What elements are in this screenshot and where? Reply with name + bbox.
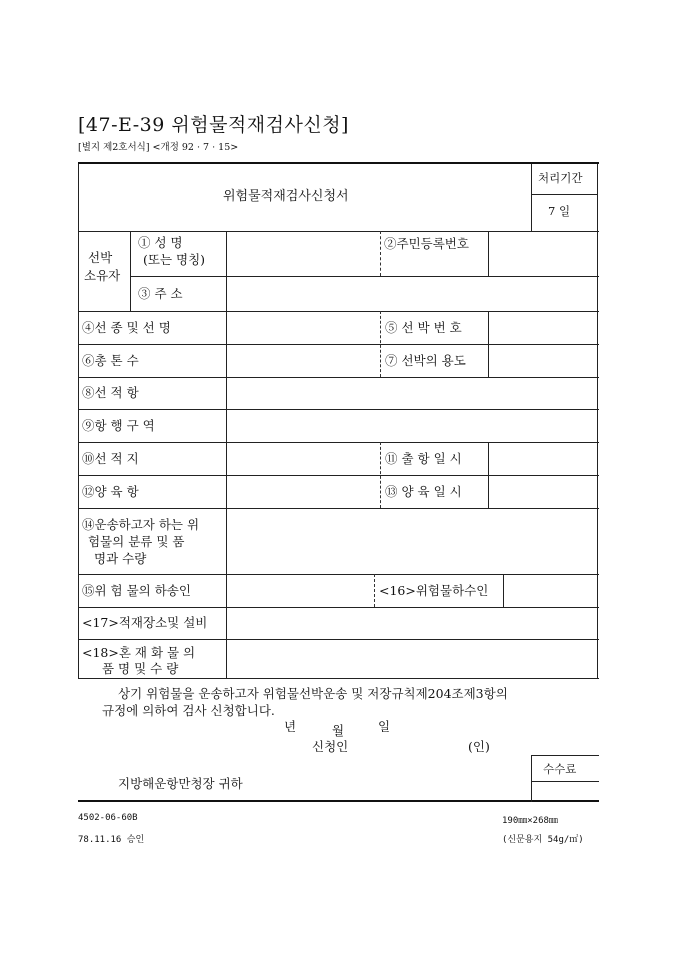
applicant-label: 신청인 (312, 739, 349, 754)
dash-1 (380, 231, 381, 276)
address-label: ③ 주 소 (138, 286, 183, 301)
application-form (78, 162, 599, 802)
rrn-label: ②주민등록번호 (384, 236, 469, 251)
right-divider-b (488, 442, 489, 508)
processing-period-label: 처리기간 (538, 171, 583, 185)
name-label: ① 성 명 (138, 235, 183, 250)
statement-line-1: 상기 위험물을 운송하고자 위험물선박운송 및 저장규칙제204조제3항의 (118, 686, 508, 701)
owner-divider (130, 231, 131, 311)
dash-3 (380, 442, 381, 508)
footer-paper-size: 190㎜×268㎜ (502, 816, 558, 826)
right-divider-a (488, 311, 489, 377)
tonnage-label: ⑥총 톤 수 (82, 353, 139, 368)
row-line-5 (78, 377, 599, 378)
unloading-port-label: ⑫양 육 항 (82, 484, 139, 499)
seal-label: (인) (468, 739, 490, 754)
footer-approval: 78.11.16 승인 (78, 835, 145, 845)
row-line-8 (78, 475, 599, 476)
row-line-2 (130, 276, 599, 277)
footer-paper-type: (신문용지 54g/㎡) (502, 835, 584, 845)
row-line-7 (78, 442, 599, 443)
voyage-area-label: ⑨항 행 구 역 (82, 418, 155, 433)
form-title: 위험물적재검사신청서 (223, 189, 349, 204)
owner-label-2: 소유자 (84, 268, 121, 283)
row-line-13 (78, 678, 599, 679)
form-number: [별지 제2호서식] <개정 92 · 7 · 15> (78, 142, 239, 153)
dash-4 (374, 574, 375, 607)
form-right-border (597, 164, 598, 678)
date-year-label: 년 (284, 719, 297, 734)
stowage-label: <17>적재장소및 설비 (82, 615, 208, 630)
owner-label-1: 선박 (88, 250, 113, 265)
cargo-label-line-3: 명과 수량 (94, 551, 147, 566)
loading-place-label: ⑩선 적 지 (82, 451, 139, 466)
fee-box-mid (531, 781, 599, 782)
shipper-label: ⑮위 험 물의 하송인 (82, 583, 191, 598)
rrn-divider (488, 231, 489, 276)
ship-use-label: ⑦ 선박의 용도 (385, 353, 466, 368)
date-month-label: 월 (332, 723, 345, 738)
mixed-cargo-label-line-1: <18>혼 재 화 물 의 (82, 645, 196, 660)
row-line-3 (78, 311, 599, 312)
date-day-label: 일 (378, 719, 391, 734)
period-divider (531, 164, 532, 231)
row-line-12 (78, 639, 599, 640)
label-divider (226, 231, 227, 678)
row-line-6 (78, 409, 599, 410)
fee-box-left (531, 755, 532, 802)
cargo-label-line-1: ⑭운송하고자 하는 위 (82, 517, 200, 532)
row-line-10 (78, 574, 599, 575)
name-sub-label: (또는 명칭) (143, 252, 206, 267)
row-line-11 (78, 607, 599, 608)
addressee: 지방해운항만청장 귀하 (118, 776, 243, 791)
page-title: [47-E-39 위험물적재검사신청] (78, 114, 349, 136)
mixed-cargo-label-line-2: 품 명 및 수 량 (102, 661, 179, 676)
ship-type-label: ④선 종 및 선 명 (82, 320, 171, 335)
departure-time-label: ⑪ 출 항 일 시 (385, 451, 462, 466)
period-line (531, 194, 597, 195)
fee-label: 수수료 (543, 762, 577, 776)
form-left-border (78, 164, 79, 678)
row-line-4 (78, 344, 599, 345)
processing-period-value: 7 일 (548, 204, 571, 218)
footer-form-code: 4502-06-60B (78, 813, 138, 823)
ship-number-label: ⑤ 선 박 번 호 (385, 320, 462, 335)
statement-line-2: 규정에 의하여 검사 신청합니다. (102, 703, 275, 718)
loading-port-label: ⑧선 적 항 (82, 385, 139, 400)
row-line-9 (78, 508, 599, 509)
consignee-label: <16>위험물하수인 (379, 583, 489, 598)
fee-box-top (531, 755, 599, 756)
right-divider-c (503, 574, 504, 607)
cargo-label-line-2: 험물의 분류 및 품 (88, 534, 185, 549)
dash-2 (380, 311, 381, 377)
unloading-time-label: ⑬ 양 육 일 시 (385, 484, 462, 499)
row-line-1 (78, 231, 599, 232)
